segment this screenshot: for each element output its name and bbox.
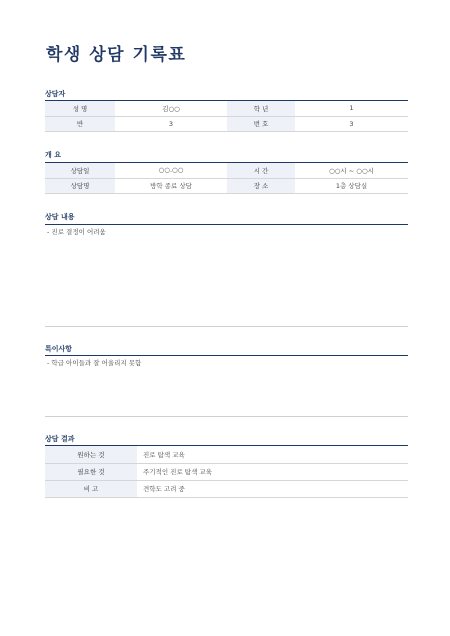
overview-table	[45, 163, 408, 194]
value-cell: 방학 종료 상담	[115, 178, 227, 193]
section-label-result: 상담 결과	[45, 435, 75, 443]
header-cell: 번 호	[227, 116, 295, 131]
value-cell: 1층 상담실	[295, 178, 408, 193]
header-cell: 상담명	[45, 178, 115, 193]
value-cell: 3	[115, 116, 227, 131]
page-title: 학생 상담 기록표	[46, 45, 187, 65]
header-cell: 상담일	[45, 163, 115, 178]
table-row	[45, 446, 408, 463]
value-cell: 주기적인 진로 탐색 교육	[137, 463, 408, 480]
notes-text: - 학급 아이들과 잘 어울리지 못함	[47, 359, 142, 367]
value-cell: ○○시 ~ ○○시	[295, 163, 408, 178]
value-cell: 1	[295, 101, 408, 116]
value-cell: ○○.○○	[115, 163, 227, 178]
header-cell: 시 간	[227, 163, 295, 178]
table-row	[45, 116, 408, 131]
header-cell: 장 소	[227, 178, 295, 193]
value-cell: 김○○	[115, 101, 227, 116]
result-table	[45, 446, 408, 498]
header-cell: 반	[45, 116, 115, 131]
value-cell: 진로 탐색 교육	[137, 446, 408, 463]
section-rule	[45, 355, 408, 356]
section-bottom-rule	[45, 326, 408, 327]
section-bottom-rule	[45, 416, 408, 417]
value-cell: 3	[295, 116, 408, 131]
section-label-counselee: 상담자	[45, 90, 66, 98]
header-cell: 원하는 것	[45, 446, 137, 463]
value-cell: 견학도 고려 중	[137, 480, 408, 497]
section-label-content: 상담 내용	[45, 213, 75, 221]
content-text: - 진로 결정이 어려움	[47, 228, 106, 236]
header-cell: 필요한 것	[45, 463, 137, 480]
header-cell: 학 년	[227, 101, 295, 116]
header-cell: 성 명	[45, 101, 115, 116]
table-row	[45, 101, 408, 116]
section-label-notes: 특이사항	[45, 345, 73, 353]
table-row	[45, 480, 408, 497]
header-cell: 비 고	[45, 480, 137, 497]
section-label-overview: 개 요	[45, 151, 61, 159]
counselee-table	[45, 101, 408, 132]
table-row	[45, 178, 408, 193]
table-row	[45, 463, 408, 480]
table-row	[45, 163, 408, 178]
section-rule	[45, 224, 408, 225]
